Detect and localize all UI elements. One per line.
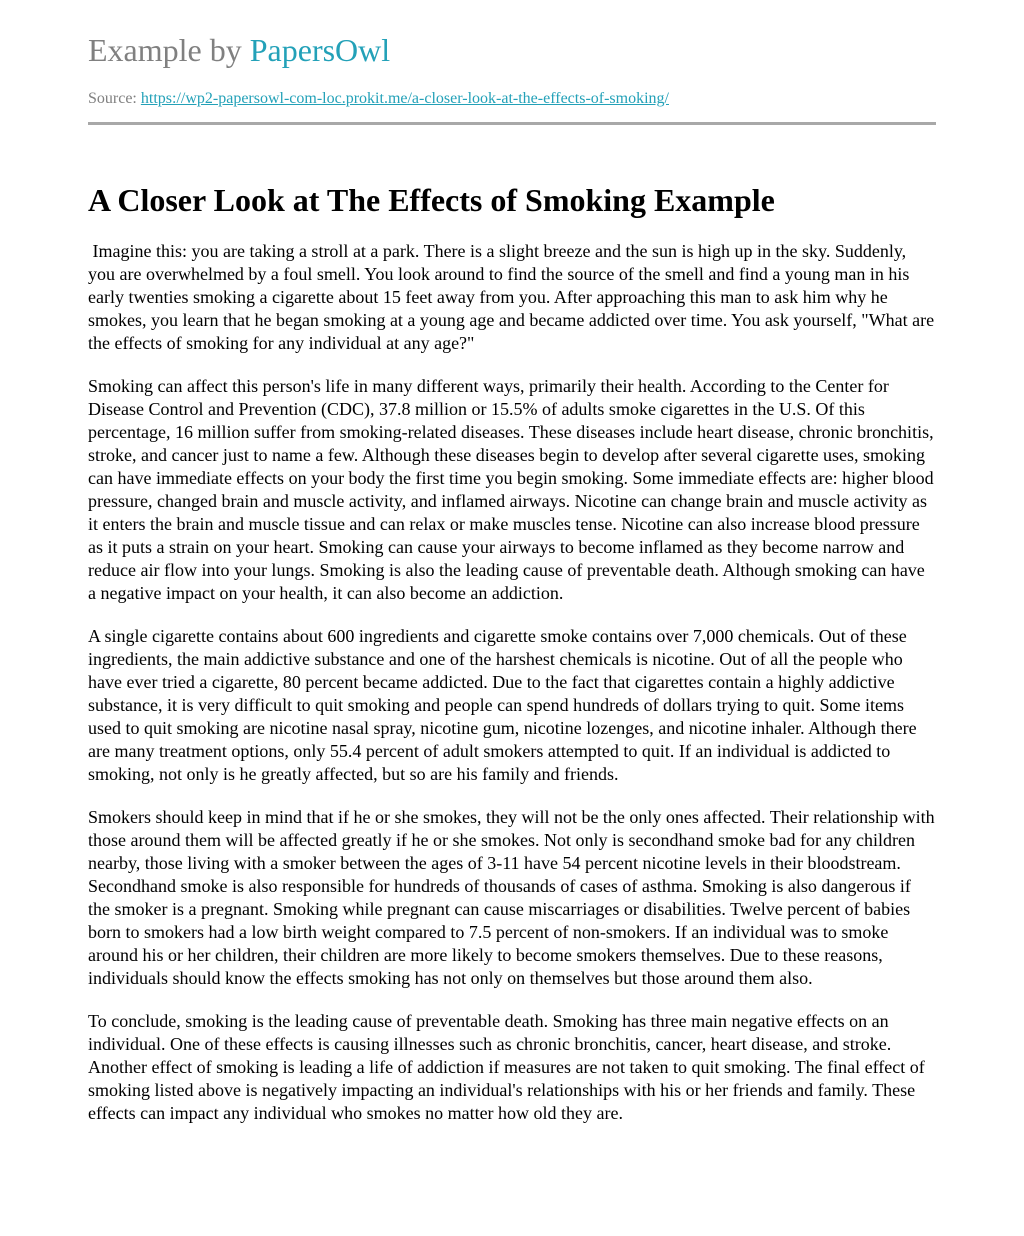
paragraph-2: Smoking can affect this person's life in many different ways, primarily their health. According to the Center for Disease Control and Prevention (CDC), 37.8 million or 15.5% of adults smoke cigarettes in the U.S. Of this percentage, 16 million suffer from smoking-related diseases. These diseases include heart disease, chronic bronchitis, stroke, and cancer just to name a few. Although these diseases begin to develop after several cigarette uses, smoking can have immediate effects on your body the first time you begin smoking. Some immediate effects are: higher blood pressure, changed brain and muscle activity, and inflamed airways. Nicotine can change brain and muscle activity as it enters the brain and muscle tissue and can relax or make muscles tense. Nicotine can also increase blood pressure as it puts a strain on your heart. Smoking can cause your airways to become inflamed as they become narrow and reduce air flow into your lungs. Smoking is also the leading cause of preventable death. Although smoking can have a negative impact on your health, it can also become an addiction. (88, 376, 934, 603)
brand-header (88, 30, 390, 70)
paragraph-5: To conclude, smoking is the leading cause of preventable death. Smoking has three main negative effects on an individual. One of these effects is causing illnesses such as chronic bronchitis, cancer, heart disease, and stroke. Another effect of smoking is leading a life of addiction if measures are not taken to quit smoking. The final effect of smoking listed above is negatively impacting an individual's relationships with his or her friends and family. These effects can impact any individual who smokes no matter how old they are. (88, 1011, 925, 1123)
brand-prefix: Example by (88, 32, 250, 68)
article-body (88, 240, 939, 1125)
paragraph-1: Imagine this: you are taking a stroll at a park. There is a slight breeze and the sun is high up in the sky. Suddenly, you are overwhelmed by a foul smell. You look around to find the source of the smell and find a young man in his early twenties smoking a cigarette about 15 feet away from you. After approaching this man to ask him why he smokes, you learn that he began smoking at a young age and became addicted over time. You ask yourself, "What are the effects of smoking for any individual at any age?" (88, 241, 939, 353)
header-divider (88, 122, 936, 125)
article-title: A Closer Look at The Effects of Smoking Example (88, 182, 775, 218)
paragraph-3: A single cigarette contains about 600 ingredients and cigarette smoke contains over 7,000 chemicals. Out of these ingredients, the main addictive substance and one of the harshest chemicals is nicotine. Out of all the people who have ever tried a cigarette, 80 percent became addicted. Due to the fact that cigarettes contain a highly addictive substance, it is very difficult to quit smoking and people can spend hundreds of dollars trying to quit. Some items used to quit smoking are nicotine nasal spray, nicotine gum, nicotine lozenges, and nicotine inhaler. Although there are many treatment options, only 55.4 percent of adult smokers attempted to quit. If an individual is addicted to smoking, not only is he greatly affected, but so are his family and friends. (88, 626, 917, 784)
brand-name: PapersOwl (249, 32, 391, 68)
source-label: Source: (88, 90, 141, 107)
source-link[interactable]: https://wp2-papersowl-com-loc.prokit.me/a-closer-look-at-the-effects-of-smoking/ (140, 90, 669, 107)
paragraph-4: Smokers should keep in mind that if he or she smokes, they will not be the only ones affected. Their relationship with those around them will be affected greatly if he or she smokes. Not only is secondhand smoke bad for any children nearby, those living with a smoker between the ages of 3-11 have 54 percent nicotine levels in their bloodstream. Secondhand smoke is also responsible for hundreds of thousands of cases of asthma. Smoking is also dangerous if the smoker is a pregnant. Smoking while pregnant can cause miscarriages or disabilities. Twelve percent of babies born to smokers had a low birth weight compared to 7.5 percent of non-smokers. If an individual was to smoke around his or her children, their children are more likely to become smokers themselves. Due to these reasons, individuals should know the effects smoking has not only on themselves but those around them also. (88, 807, 935, 988)
source-line (88, 89, 669, 109)
